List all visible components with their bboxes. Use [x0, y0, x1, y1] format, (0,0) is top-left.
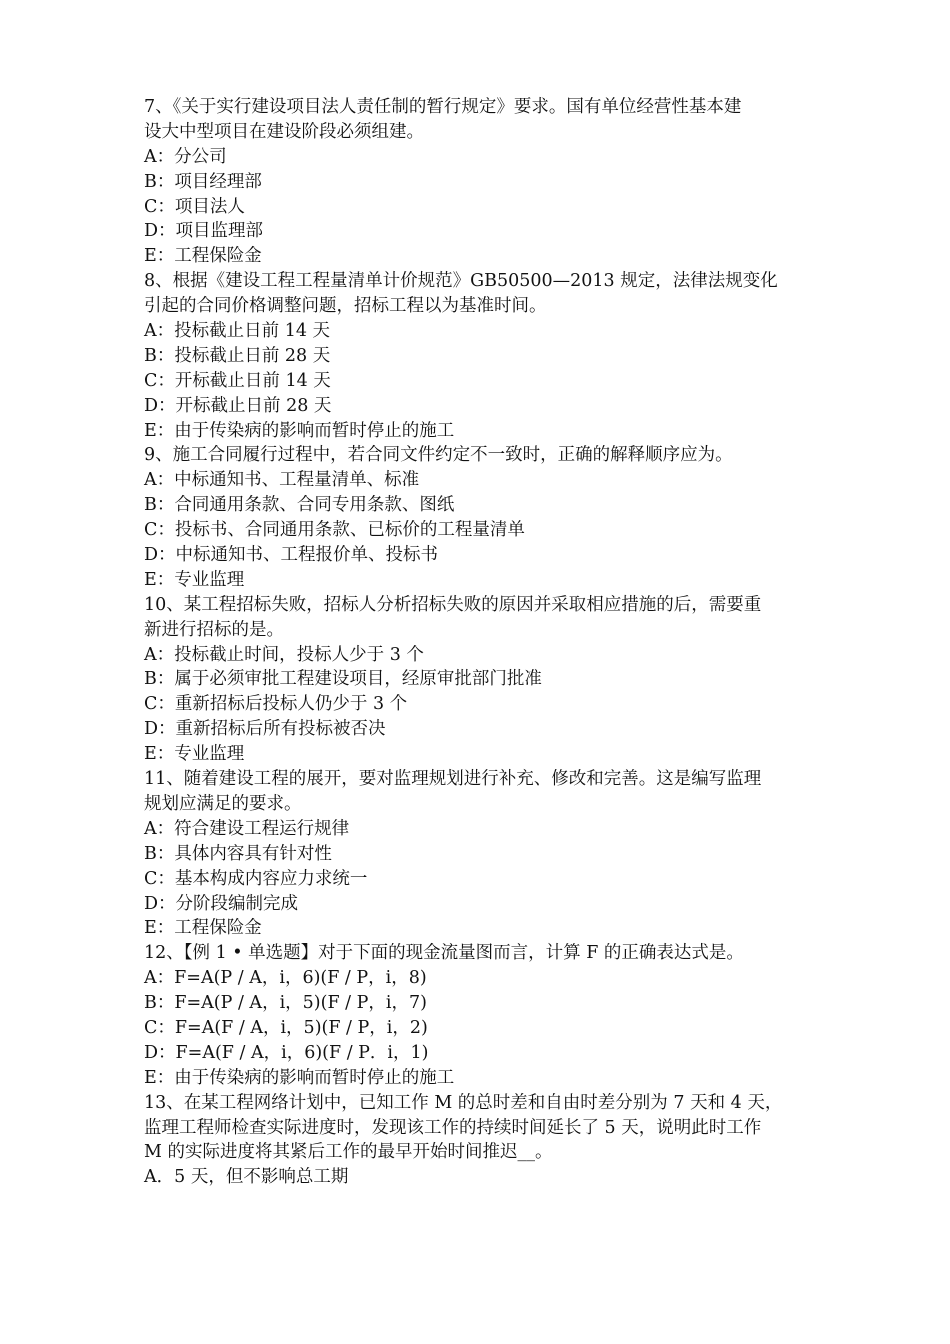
- option-b: B：具体内容具有针对性: [144, 843, 332, 864]
- option-b: B：F=A(P / A，i，5)(F / P，i，7): [144, 993, 427, 1014]
- option-b: B：属于必须审批工程建设项目，经原审批部门批准: [144, 669, 542, 690]
- question-8: [144, 269, 814, 443]
- question-10: [144, 593, 814, 767]
- option-b: B：投标截止日前 28 天: [144, 345, 331, 366]
- option-d: D：F=A(F / A，i，6)(F / P．i，1): [144, 1042, 429, 1063]
- question-stem: M 的实际进度将其紧后工作的最早开始时间推迟__。: [144, 1142, 553, 1163]
- option-a: A：分公司: [144, 146, 227, 167]
- option-e: E：工程保险金: [144, 246, 262, 267]
- question-12: [144, 941, 814, 1090]
- question-9: [144, 443, 814, 592]
- option-a: A．5 天，但不影响总工期: [144, 1167, 349, 1188]
- question-stem: 7、《关于实行建设项目法人责任制的暂行规定》要求。国有单位经营性基本建: [144, 97, 742, 117]
- option-a: A：中标通知书、工程量清单、标准: [144, 470, 420, 491]
- option-c: C：基本构成内容应力求统一: [144, 868, 368, 889]
- question-stem: 13、在某工程网络计划中，已知工作 M 的总时差和自由时差分别为 7 天和 4 天，: [144, 1092, 783, 1113]
- question-stem: 监理工程师检查实际进度时，发现该工作的持续时间延长了 5 天，说明此时工作: [144, 1117, 762, 1138]
- option-c: C：F=A(F / A，i，5)(F / P，i，2): [144, 1017, 428, 1038]
- question-stem: 9、施工合同履行过程中，若合同文件约定不一致时，正确的解释顺序应为。: [144, 445, 733, 466]
- option-a: A：符合建设工程运行规律: [144, 818, 350, 839]
- option-a: A：投标截止时间，投标人少于 3 个: [144, 644, 424, 665]
- question-stem: 新进行招标的是。: [144, 619, 284, 640]
- option-d: D：中标通知书、工程报价单、投标书: [144, 545, 439, 566]
- option-d: D：项目监理部: [144, 221, 264, 242]
- question-stem: 10、某工程招标失败，招标人分析招标失败的原因并采取相应措施的后，需要重: [144, 594, 762, 615]
- question-stem: 引起的合同价格调整问题，招标工程以为基准时间。: [144, 296, 547, 317]
- option-e: E：由于传染病的影响而暂时停止的施工: [144, 420, 455, 441]
- option-b: B：项目经理部: [144, 171, 262, 192]
- question-stem: 8、根据《建设工程工程量清单计价规范》GB50500—2013 规定，法律法规变化: [144, 271, 778, 292]
- option-c: C：开标截止日前 14 天: [144, 370, 331, 391]
- question-stem: 11、随着建设工程的展开，要对监理规划进行补充、修改和完善。这是编写监理: [144, 769, 762, 790]
- option-e: E：工程保险金: [144, 918, 262, 939]
- option-a: A：投标截止日前 14 天: [144, 321, 331, 342]
- option-d: D：分阶段编制完成: [144, 893, 299, 914]
- option-e: E：专业监理: [144, 569, 245, 590]
- option-e: E：由于传染病的影响而暂时停止的施工: [144, 1067, 455, 1088]
- question-stem: 12、【例 1 • 单选题】对于下面的现金流量图而言，计算 F 的正确表达式是。: [144, 943, 744, 964]
- option-e: E：专业监理: [144, 744, 245, 765]
- document-page: [144, 95, 814, 1190]
- question-stem: 规划应满足的要求。: [144, 793, 302, 814]
- option-d: D：开标截止日前 28 天: [144, 395, 332, 416]
- question-7: [144, 95, 814, 269]
- option-c: C：项目法人: [144, 196, 245, 217]
- option-a: A：F=A(P / A，i，6)(F / P，i，8): [144, 968, 427, 989]
- question-11: [144, 767, 814, 941]
- option-c: C：投标书、合同通用条款、已标价的工程量清单: [144, 520, 525, 541]
- question-13: [144, 1091, 814, 1191]
- option-b: B：合同通用条款、合同专用条款、图纸: [144, 495, 455, 516]
- option-c: C：重新招标后投标人仍少于 3 个: [144, 694, 408, 715]
- question-stem: 设大中型项目在建设阶段必须组建。: [144, 121, 424, 142]
- option-d: D：重新招标后所有投标被否决: [144, 719, 386, 740]
